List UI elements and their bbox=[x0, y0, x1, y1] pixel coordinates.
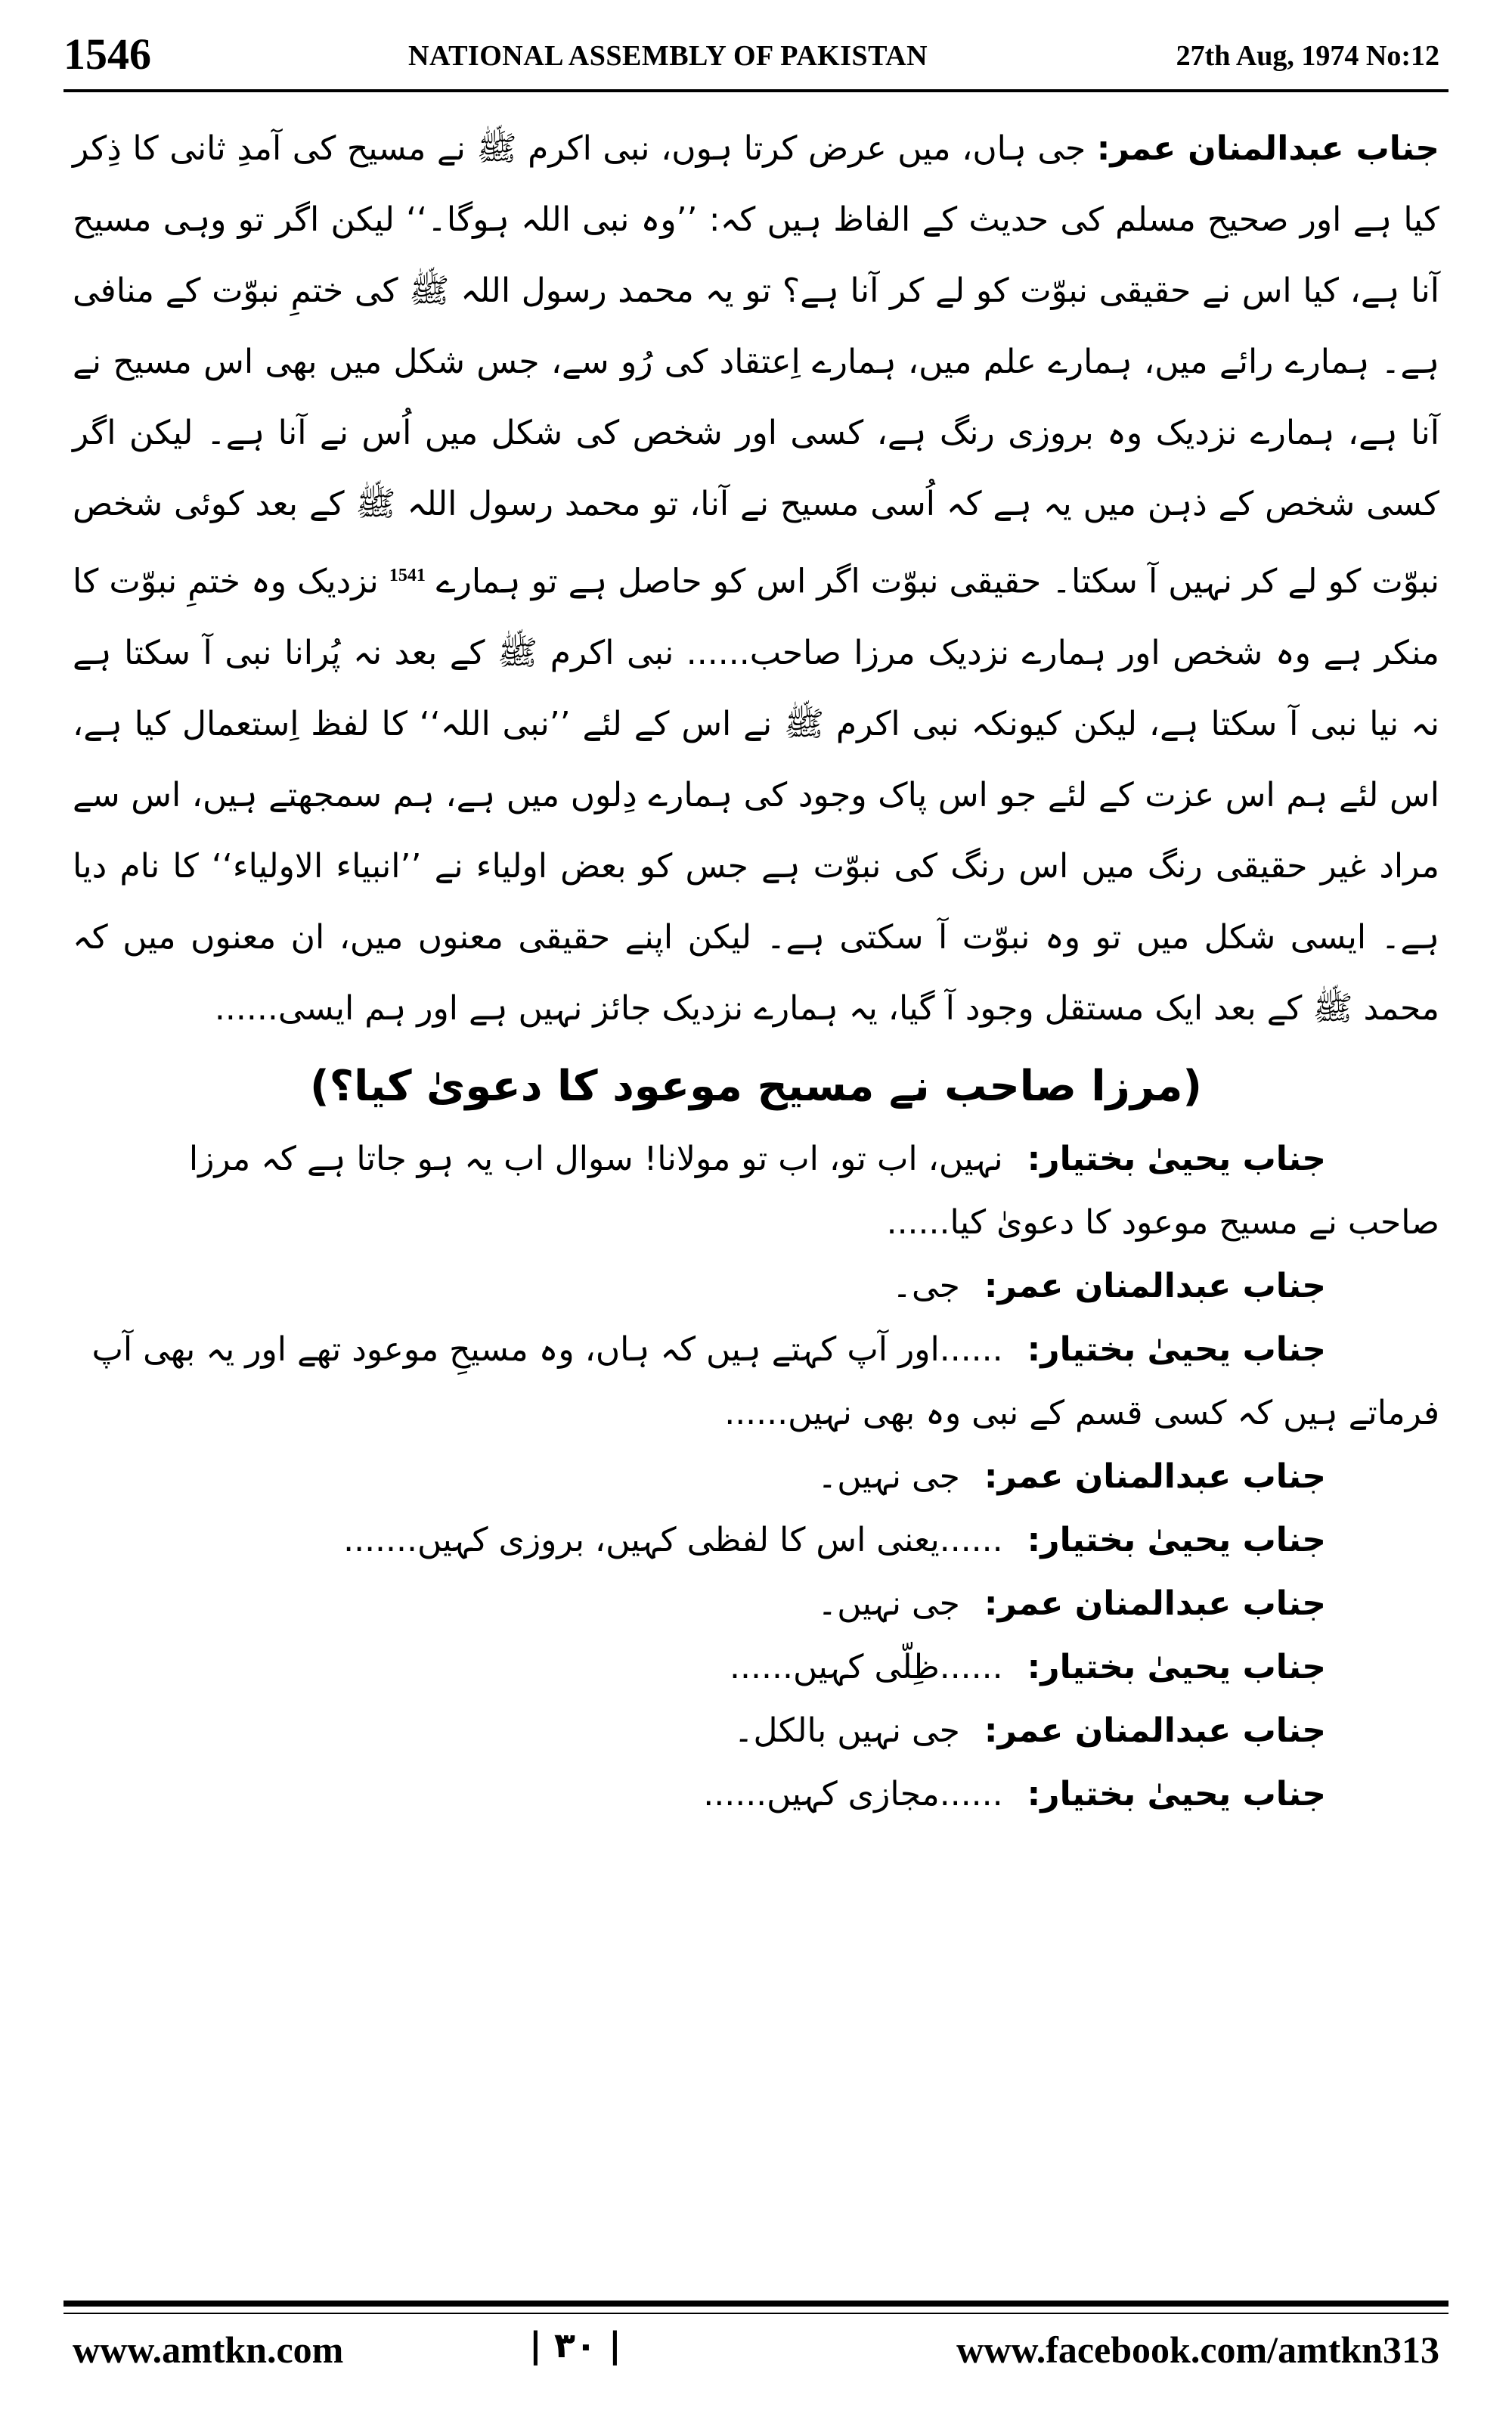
speaker-label: جناب یحییٰ بختیار: bbox=[1027, 1520, 1326, 1559]
header-rule bbox=[64, 89, 1448, 92]
footer-website-link[interactable]: www.amtkn.com bbox=[73, 2328, 344, 2371]
running-title: NATIONAL ASSEMBLY OF PAKISTAN bbox=[408, 40, 928, 72]
dialogue-line bbox=[73, 1509, 1439, 1572]
speaker-label: جناب عبدالمنان عمر: bbox=[984, 1266, 1326, 1305]
dialogue-continuation: صاحب نے مسیح موعود کا دعویٰ کیا...... bbox=[886, 1202, 1439, 1242]
date-and-number: 27th Aug, 1974 No:12 bbox=[1176, 40, 1439, 72]
speaker-label: جناب عبدالمنان عمر: bbox=[1096, 129, 1439, 168]
speaker-label: جناب عبدالمنان عمر: bbox=[984, 1457, 1326, 1496]
dialogue-text: ......ظِلّی کہیں...... bbox=[730, 1647, 1003, 1686]
speaker-label: جناب یحییٰ بختیار: bbox=[1027, 1139, 1326, 1178]
dialogue-text: جی نہیں۔ bbox=[817, 1584, 960, 1623]
dialogue-line bbox=[73, 1636, 1439, 1699]
dialogue-line bbox=[73, 1255, 1439, 1318]
dialogue-text: جی نہیں۔ bbox=[817, 1457, 960, 1496]
dialogue-text: ......مجازی کہیں...... bbox=[703, 1774, 1003, 1813]
dialogue-text: ......یعنی اس کا لفظی کہیں، بروزی کہیں....... bbox=[343, 1520, 1003, 1559]
dialogue bbox=[73, 1128, 1439, 1826]
dialogue-text: ......اور آپ کہتے ہیں کہ ہاں، وہ مسیحِ موعود تھے اور یہ بھی آپ bbox=[91, 1329, 1003, 1369]
footer-page-number: | ۳۰ | bbox=[529, 2325, 621, 2366]
footer-rule-thin bbox=[64, 2313, 1448, 2314]
dialogue-line bbox=[73, 1318, 1439, 1382]
speaker-label: جناب عبدالمنان عمر: bbox=[984, 1711, 1326, 1750]
dialogue-continuation: فرماتے ہیں کہ کسی قسم کے نبی وہ بھی نہیں...... bbox=[724, 1393, 1439, 1432]
footer-rule-thick bbox=[64, 2301, 1448, 2307]
dialogue-line bbox=[73, 1128, 1439, 1191]
page-number: 1546 bbox=[64, 29, 151, 79]
dialogue-text: جی نہیں بالکل۔ bbox=[733, 1711, 960, 1750]
dialogue-text: نہیں، اب تو، اب تو مولانا! سوال اب یہ ہو جاتا ہے کہ مرزا bbox=[188, 1139, 1003, 1178]
dialogue-line bbox=[73, 1699, 1439, 1763]
opening-paragraph bbox=[73, 113, 1439, 1044]
speaker-label: جناب یحییٰ بختیار: bbox=[1027, 1329, 1326, 1369]
dialogue-line bbox=[73, 1445, 1439, 1509]
dialogue-text: جی۔ bbox=[892, 1266, 960, 1305]
speaker-label: جناب یحییٰ بختیار: bbox=[1027, 1774, 1326, 1813]
paragraph-text-continued: نزدیک وہ ختمِ نبوّت کا منکر ہے وہ شخص اور ہمارے نزدیک مرزا صاحب...... نبی اکرم ﷺ کے بعد نہ پُرانا نبی آ سکتا ہے نہ نیا نبی آ سکتا ہے، لیکن کیونکہ نبی اکرم ﷺ نے اس کے لئے ’’نبی اللہ‘‘ کا لفظ اِستعمال کیا ہے، اس لئے ہم اس عزت کے لئے جو اس پاک وجود کی ہمارے دِلوں میں ہے، ہم سمجھتے ہیں، اس سے مراد غیر حقیقی رنگ میں اس رنگ کی نبوّت ہے جس کو بعض اولیاء نے ’’انبیاء الاولیاء‘‘ کا نام دیا ہے۔ ایسی شکل میں تو وہ نبوّت آ سکتی ہے۔ لیکن اپنے حقیقی معنوں میں، ان معنوں میں کہ محمد ﷺ کے بعد ایک مستقل وجود آ گیا، یہ ہمارے نزدیک جائز نہیں ہے اور ہم ایسی...... bbox=[73, 562, 1439, 1028]
footer-facebook-link[interactable]: www.facebook.com/amtkn313 bbox=[956, 2328, 1439, 2371]
dialogue-line bbox=[73, 1572, 1439, 1636]
dialogue-line bbox=[73, 1763, 1439, 1826]
section-heading: (مرزا صاحب نے مسیح موعود کا دعویٰ کیا؟) bbox=[310, 1061, 1202, 1111]
speaker-label: جناب یحییٰ بختیار: bbox=[1027, 1647, 1326, 1686]
paragraph-text: جی ہاں، میں عرض کرتا ہوں، نبی اکرم ﷺ نے مسیح کی آمدِ ثانی کا ذِکر کیا ہے اور صحیح مسلم کی حدیث کے الفاظ ہیں کہ: ’’وہ نبی اللہ ہوگا۔‘‘ لیکن اگر تو وہی مسیح آنا ہے، کیا اس نے حقیقی نبوّت کو لے کر آنا ہے؟ تو یہ محمد رسول اللہ ﷺ کی ختمِ نبوّت کے منافی ہے۔ ہمارے رائے میں، ہمارے علم میں، ہمارے اِعتقاد کی رُو سے، جس شکل میں بھی اس مسیح نے آنا ہے، ہمارے نزدیک وہ بروزی رنگ ہے، کسی اور شخص کی شکل میں اُس نے آنا ہے۔ لیکن اگر کسی شخص کے ذہن میں یہ ہے کہ اُسی مسیح نے آنا، تو محمد رسول اللہ ﷺ کے بعد کوئی شخص نبوّت کو لے کر نہیں آ سکتا۔ حقیقی نبوّت اگر اس کو حاصل ہے تو ہمارے bbox=[73, 129, 1439, 601]
speaker-label: جناب عبدالمنان عمر: bbox=[984, 1584, 1326, 1623]
footnote-marker: 1541 bbox=[389, 566, 426, 585]
document-body bbox=[73, 113, 1439, 1826]
